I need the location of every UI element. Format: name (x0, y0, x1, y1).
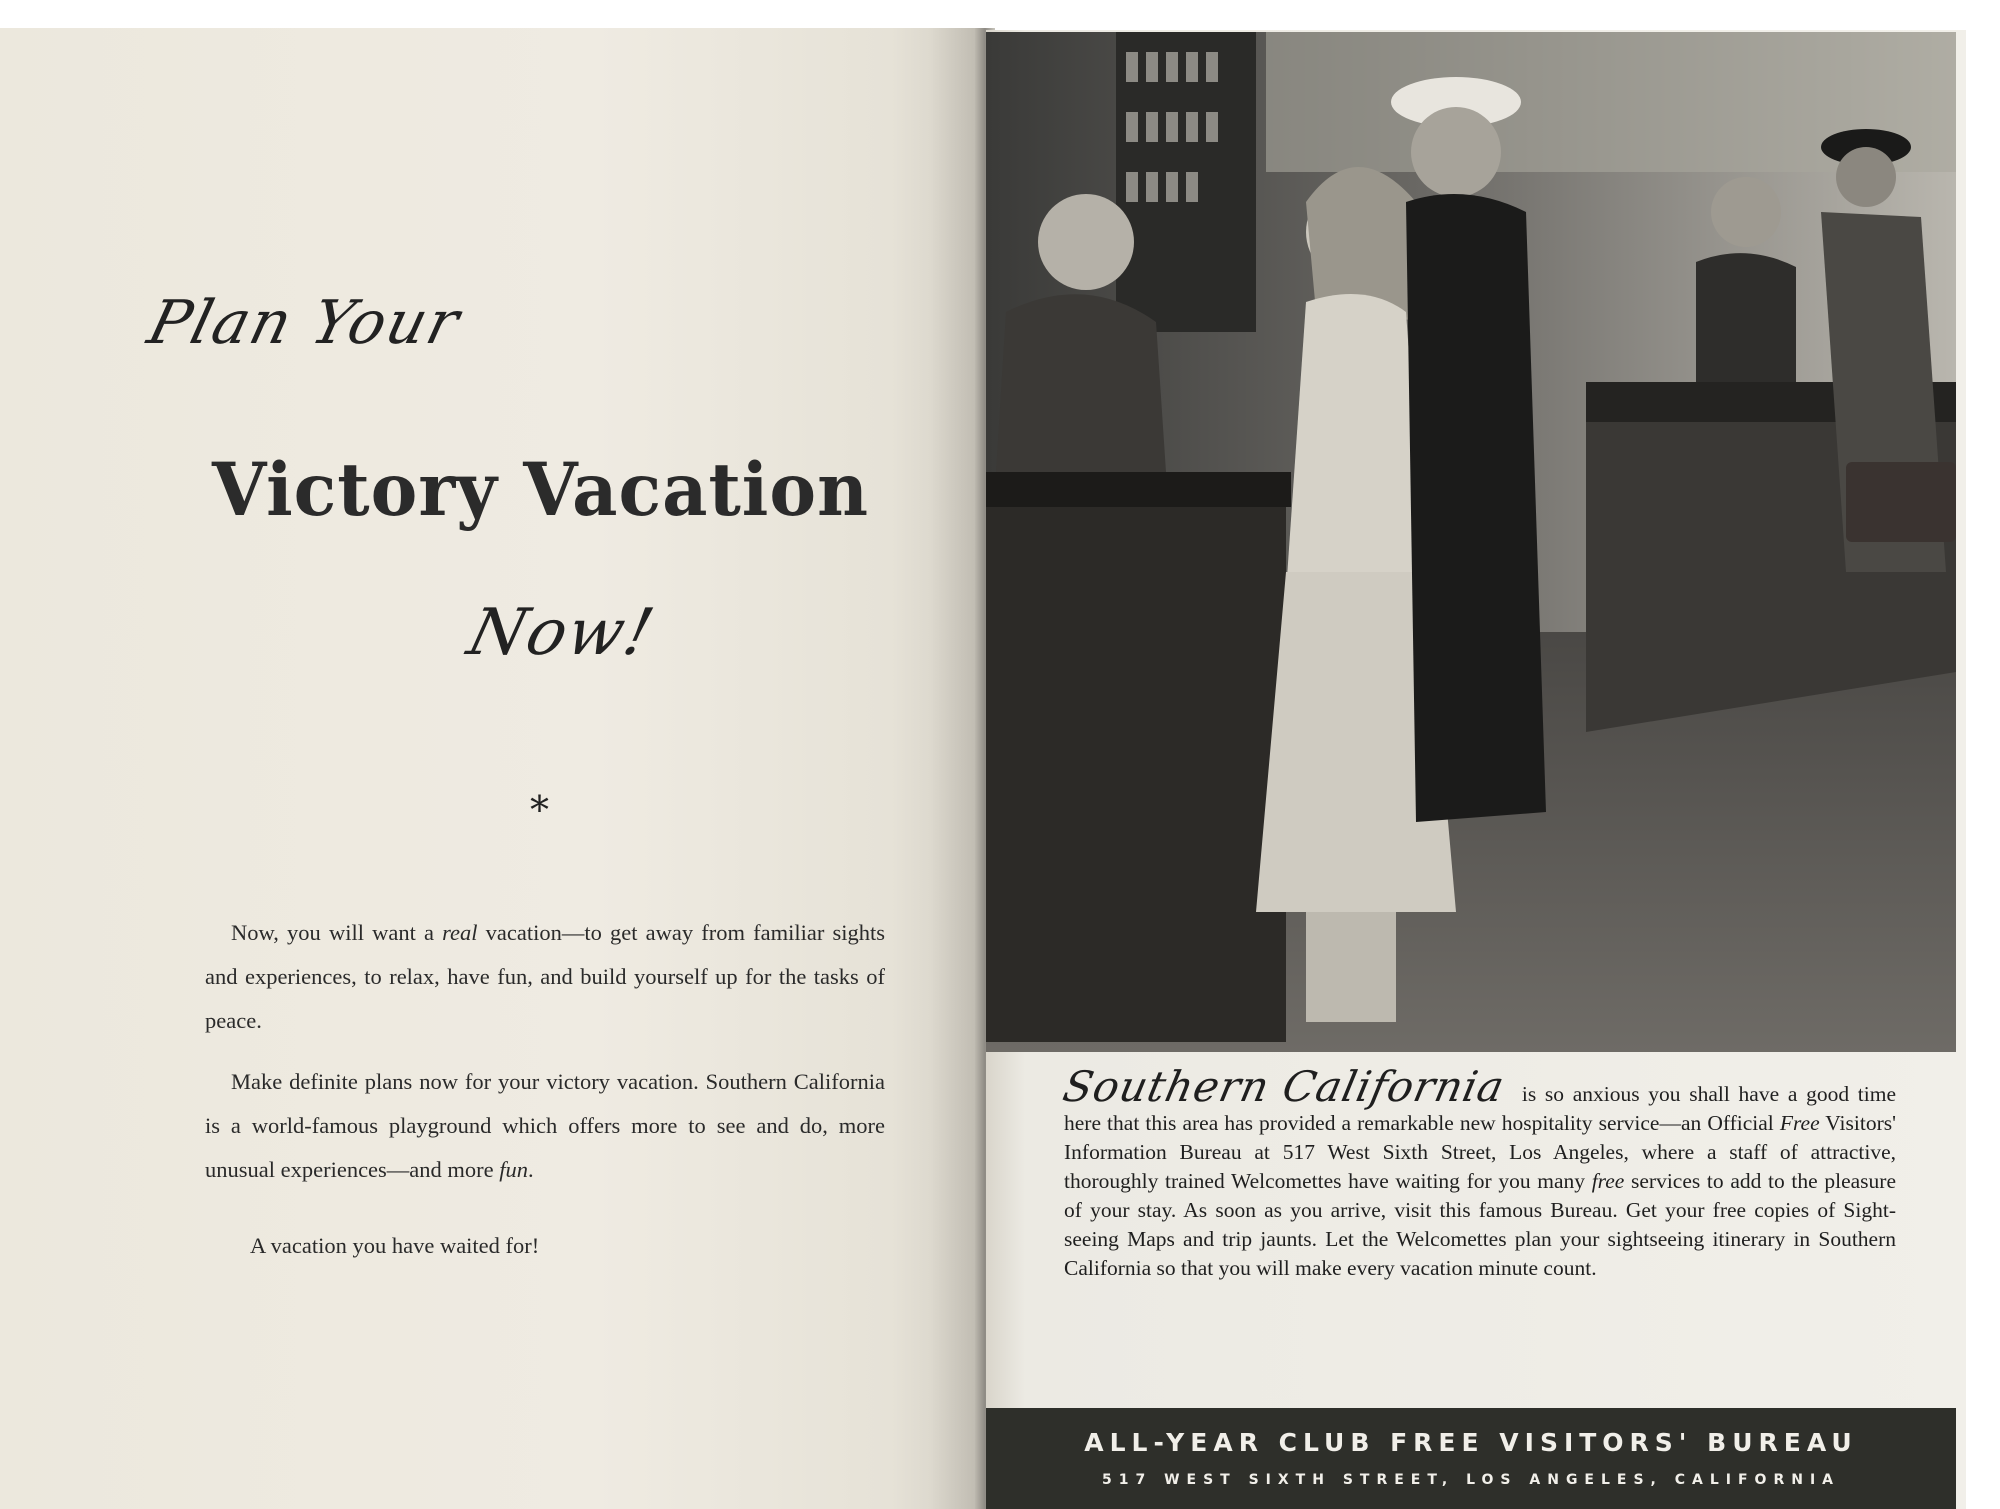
photo-seated-woman-body (1696, 253, 1796, 382)
photo-officer-head (1411, 107, 1501, 197)
footer-band (986, 1408, 1956, 1509)
photo-seated-woman-head (1711, 177, 1781, 247)
caption-lead-script: Southern California (1058, 1062, 1510, 1111)
caption-emphasis-free: Free (1779, 1111, 1820, 1135)
heading-now: Now! (460, 596, 663, 670)
paragraph-2-a: Make definite plans now for your victory vacation. Southern California is a world-famous playground which offers more to see and do, more unusual experiences—and more (205, 1069, 885, 1182)
photo-illustration (986, 32, 1956, 1052)
bleed-through-shadow: ​ (417, 108, 443, 282)
caption-text (1058, 1062, 1896, 1283)
caption-part-b: Visitors' Information Bureau at 517 West Sixth Street, Los Angeles, where a staff of attractive, thoroughly trained Welcomettes have waiting for you many (1064, 1111, 1896, 1193)
paragraph-2-emphasis: fun (499, 1157, 529, 1182)
left-page (0, 28, 990, 1509)
heading-victory-vacation: Victory Vacation (212, 445, 869, 534)
right-page (986, 30, 1966, 1509)
photo-counter-top (986, 472, 1291, 507)
paragraph-1-a: Now, you will want a (231, 920, 443, 945)
photo-clerk-body (996, 294, 1166, 472)
footer-title: ALL-YEAR CLUB FREE VISITORS' BUREAU (1084, 1428, 1858, 1457)
paragraph-3: A vacation you have waited for! (250, 1233, 540, 1258)
photo-officer-uniform (1406, 194, 1546, 822)
caption-emphasis-free-2: free (1591, 1169, 1625, 1193)
paragraph-1 (205, 911, 885, 1043)
footer-address: 517 WEST SIXTH STREET, LOS ANGELES, CALIFORNIA (1101, 1472, 1840, 1488)
photo-briefcase (1846, 462, 1956, 542)
photo-man-head (1836, 147, 1896, 207)
paragraph-2 (205, 1060, 885, 1192)
bureau-photograph (986, 32, 1956, 1052)
heading-plan-your: Plan Your (141, 288, 468, 358)
paragraph-1-emphasis: real (442, 920, 478, 945)
caption-part-c: services to add to the pleasure of your stay. As soon as you arrive, visit this famous Bureau. Get your free copies of Sight-seeing Maps and trip jaunts. Let the Welcomettes plan your sightseeing itinerary in Southern California so that you will make every vacation minute count. (1064, 1169, 1896, 1280)
photo-clerk-head (1038, 194, 1134, 290)
caption-part-a: is so anxious you shall have a good time here that this area has provided a remarkable new hospitality service—an Official (1064, 1082, 1896, 1135)
photo-woman-jacket (1286, 294, 1426, 592)
paragraph-2-b: . (528, 1157, 534, 1182)
photo-woman-legs (1306, 912, 1396, 1022)
asterisk-ornament: * (530, 788, 549, 832)
photo-front-counter (986, 472, 1286, 1042)
paragraph-1-b: vacation—to get away from familiar sights and experiences, to relax, have fun, and build yourself up for the tasks of peace. (205, 920, 885, 1033)
